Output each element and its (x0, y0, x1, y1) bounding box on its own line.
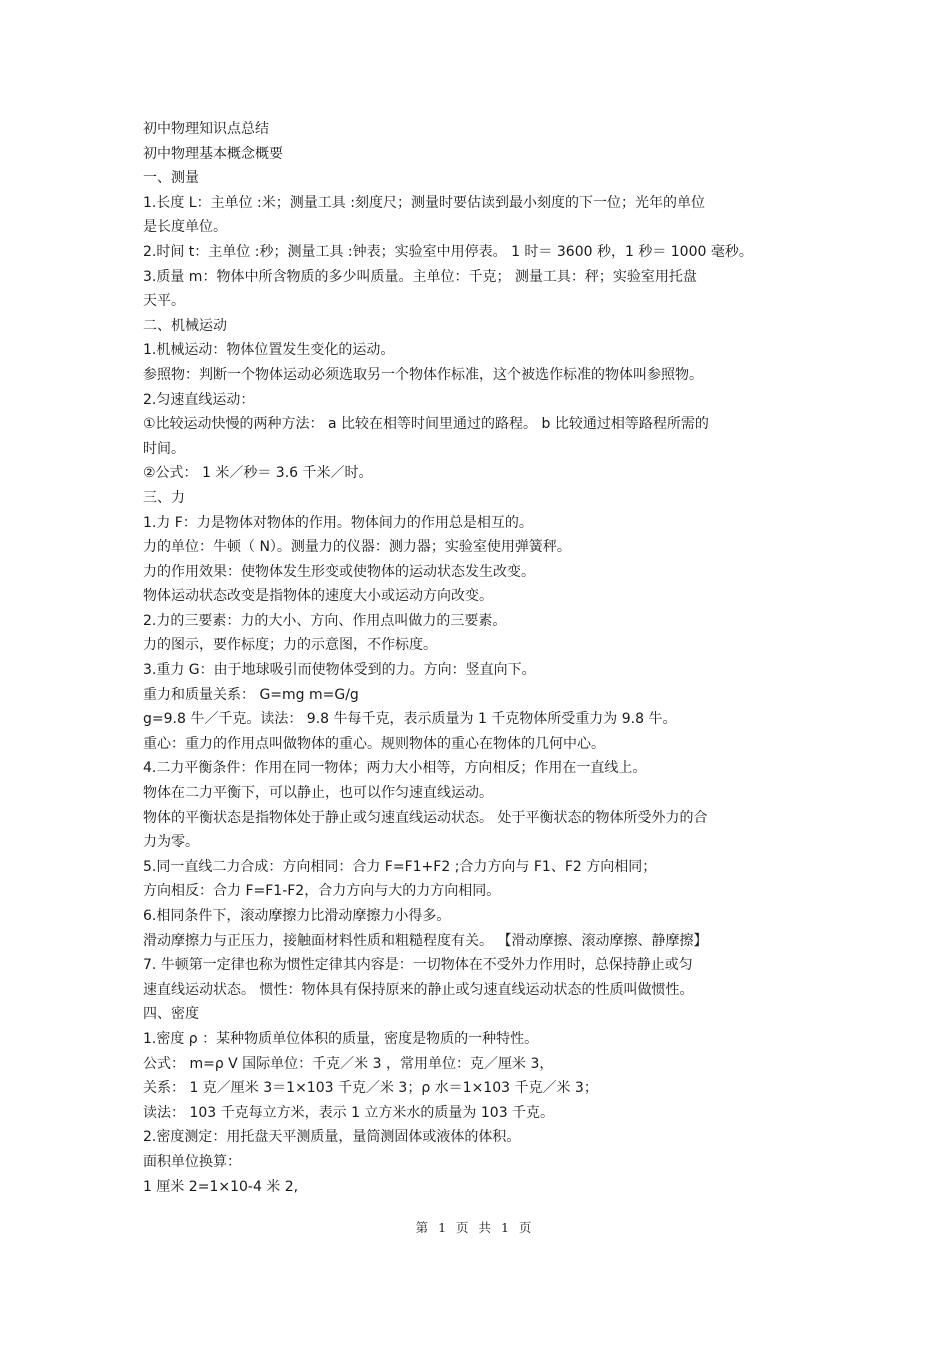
text-line: 力的图示，要作标度；力的示意图，不作标度。 (143, 637, 437, 654)
text-line: 重力和质量关系： G=mg m=G/g (143, 686, 359, 703)
text-line: 四、密度 (143, 1006, 199, 1023)
text-line: 读法： 103 千克每立方米，表示 1 立方米水的质量为 103 千克。 (143, 1104, 555, 1121)
text-line: 一、测量 (143, 170, 199, 187)
text-line: 1.密度 ρ ：某种物质单位体积的质量，密度是物质的一种特性。 (143, 1030, 539, 1047)
text-line: 物体的平衡状态是指物体处于静止或匀速直线运动状态。 处于平衡状态的物体所受外力的合 (143, 809, 708, 826)
text-line: 速直线运动状态。 惯性：物体具有保持原来的静止或匀速直线运动状态的性质叫做惯性。 (143, 981, 694, 998)
text-line: 是长度单位。 (143, 219, 227, 236)
text-line: 面积单位换算： (143, 1153, 241, 1170)
text-line: 公式： m=ρ V 国际单位：千克／米 3 ，常用单位：克／厘米 3， (143, 1055, 554, 1072)
text-line: 三、力 (143, 489, 185, 506)
text-line: 1.机械运动：物体位置发生变化的运动。 (143, 342, 395, 359)
text-line: ①比较运动快慢的两种方法： a 比较在相等时间里通过的路程。 b 比较通过相等路程所需的 (143, 416, 709, 433)
text-line: 物体运动状态改变是指物体的速度大小或运动方向改变。 (143, 588, 493, 605)
text-line: 6.相同条件下，滚动摩擦力比滑动摩擦力小得多。 (143, 908, 451, 924)
text-line: 2.匀速直线运动： (143, 391, 255, 408)
text-line: 3.质量 m：物体中所含物质的多少叫质量。主单位：千克； 测量工具：秤；实验室用托盘 (143, 268, 697, 285)
text-line: 天平。 (143, 293, 185, 310)
text-line: 力的作用效果：使物体发生形变或使物体的运动状态发生改变。 (143, 563, 535, 580)
text-line: 滑动摩擦力与正压力，接触面材料性质和粗糙程度有关。 【滑动摩擦、滚动摩擦、静摩擦】 (143, 932, 708, 949)
text-line: 时间。 (143, 440, 185, 457)
text-line: 2.力的三要素：力的大小、方向、作用点叫做力的三要素。 (143, 612, 507, 629)
text-line: 二、机械运动 (143, 317, 227, 334)
text-line: 2.密度测定：用托盘天平测质量，量筒测固体或液体的体积。 (143, 1129, 521, 1146)
text-line: 7. 牛顿第一定律也称为惯性定律其内容是：一切物体在不受外力作用时，总保持静止或匀 (143, 957, 693, 974)
text-line: ②公式： 1 米／秒＝ 3.6 千米／时。 (143, 465, 373, 482)
text-line: 1 厘米 2=1×10-4 米 2, (143, 1178, 299, 1195)
text-line: 关系： 1 克／厘米 3＝1×103 千克／米 3；ρ 水＝1×103 千克／米 3； (143, 1080, 598, 1097)
text-line: g=9.8 牛／千克。读法： 9.8 牛每千克，表示质量为 1 千克物体所受重力为 9.8 牛。 (143, 711, 677, 728)
text-line: 初中物理知识点总结 (143, 121, 269, 137)
text-line: 物体在二力平衡下，可以静止，也可以作匀速直线运动。 (143, 785, 493, 802)
text-line: 1.长度 L：主单位 :米；测量工具 :刻度尺；测量时要估读到最小刻度的下一位；光年的单位 (143, 194, 705, 211)
text-line: 参照物：判断一个物体运动必须选取另一个物体作标准，这个被选作标准的物体叫参照物。 (143, 366, 703, 383)
text-line: 力的单位：牛顿（ N）。测量力的仪器：测力器；实验室使用弹簧秤。 (143, 539, 571, 556)
text-line: 重心：重力的作用点叫做物体的重心。规则物体的重心在物体的几何中心。 (143, 735, 605, 752)
text-line: 4.二力平衡条件：作用在同一物体；两力大小相等，方向相反；作用在一直线上。 (143, 760, 647, 777)
text-line: 力为零。 (143, 834, 199, 851)
text-line: 5.同一直线二力合成：方向相同：合力 F=F1+F2 ;合力方向与 F1、F2 方向相同； (143, 858, 657, 875)
page-footer: 第 1 页 共 1 页 (415, 1220, 535, 1235)
text-line: 3.重力 G：由于地球吸引而使物体受到的力。方向：竖直向下。 (143, 662, 536, 679)
text-line: 1.力 F：力是物体对物体的作用。物体间力的作用总是相互的。 (143, 514, 533, 531)
text-line: 2.时间 t：主单位 :秒；测量工具 :钟表；实验室中用停表。 1 时＝ 3600 秒，1 秒＝ 1000 毫秒。 (143, 243, 753, 260)
document-body (143, 117, 823, 1199)
text-line: 初中物理基本概念概要 (143, 145, 283, 162)
text-line: 方向相反：合力 F=F1-F2，合力方向与大的力方向相同。 (143, 883, 501, 900)
